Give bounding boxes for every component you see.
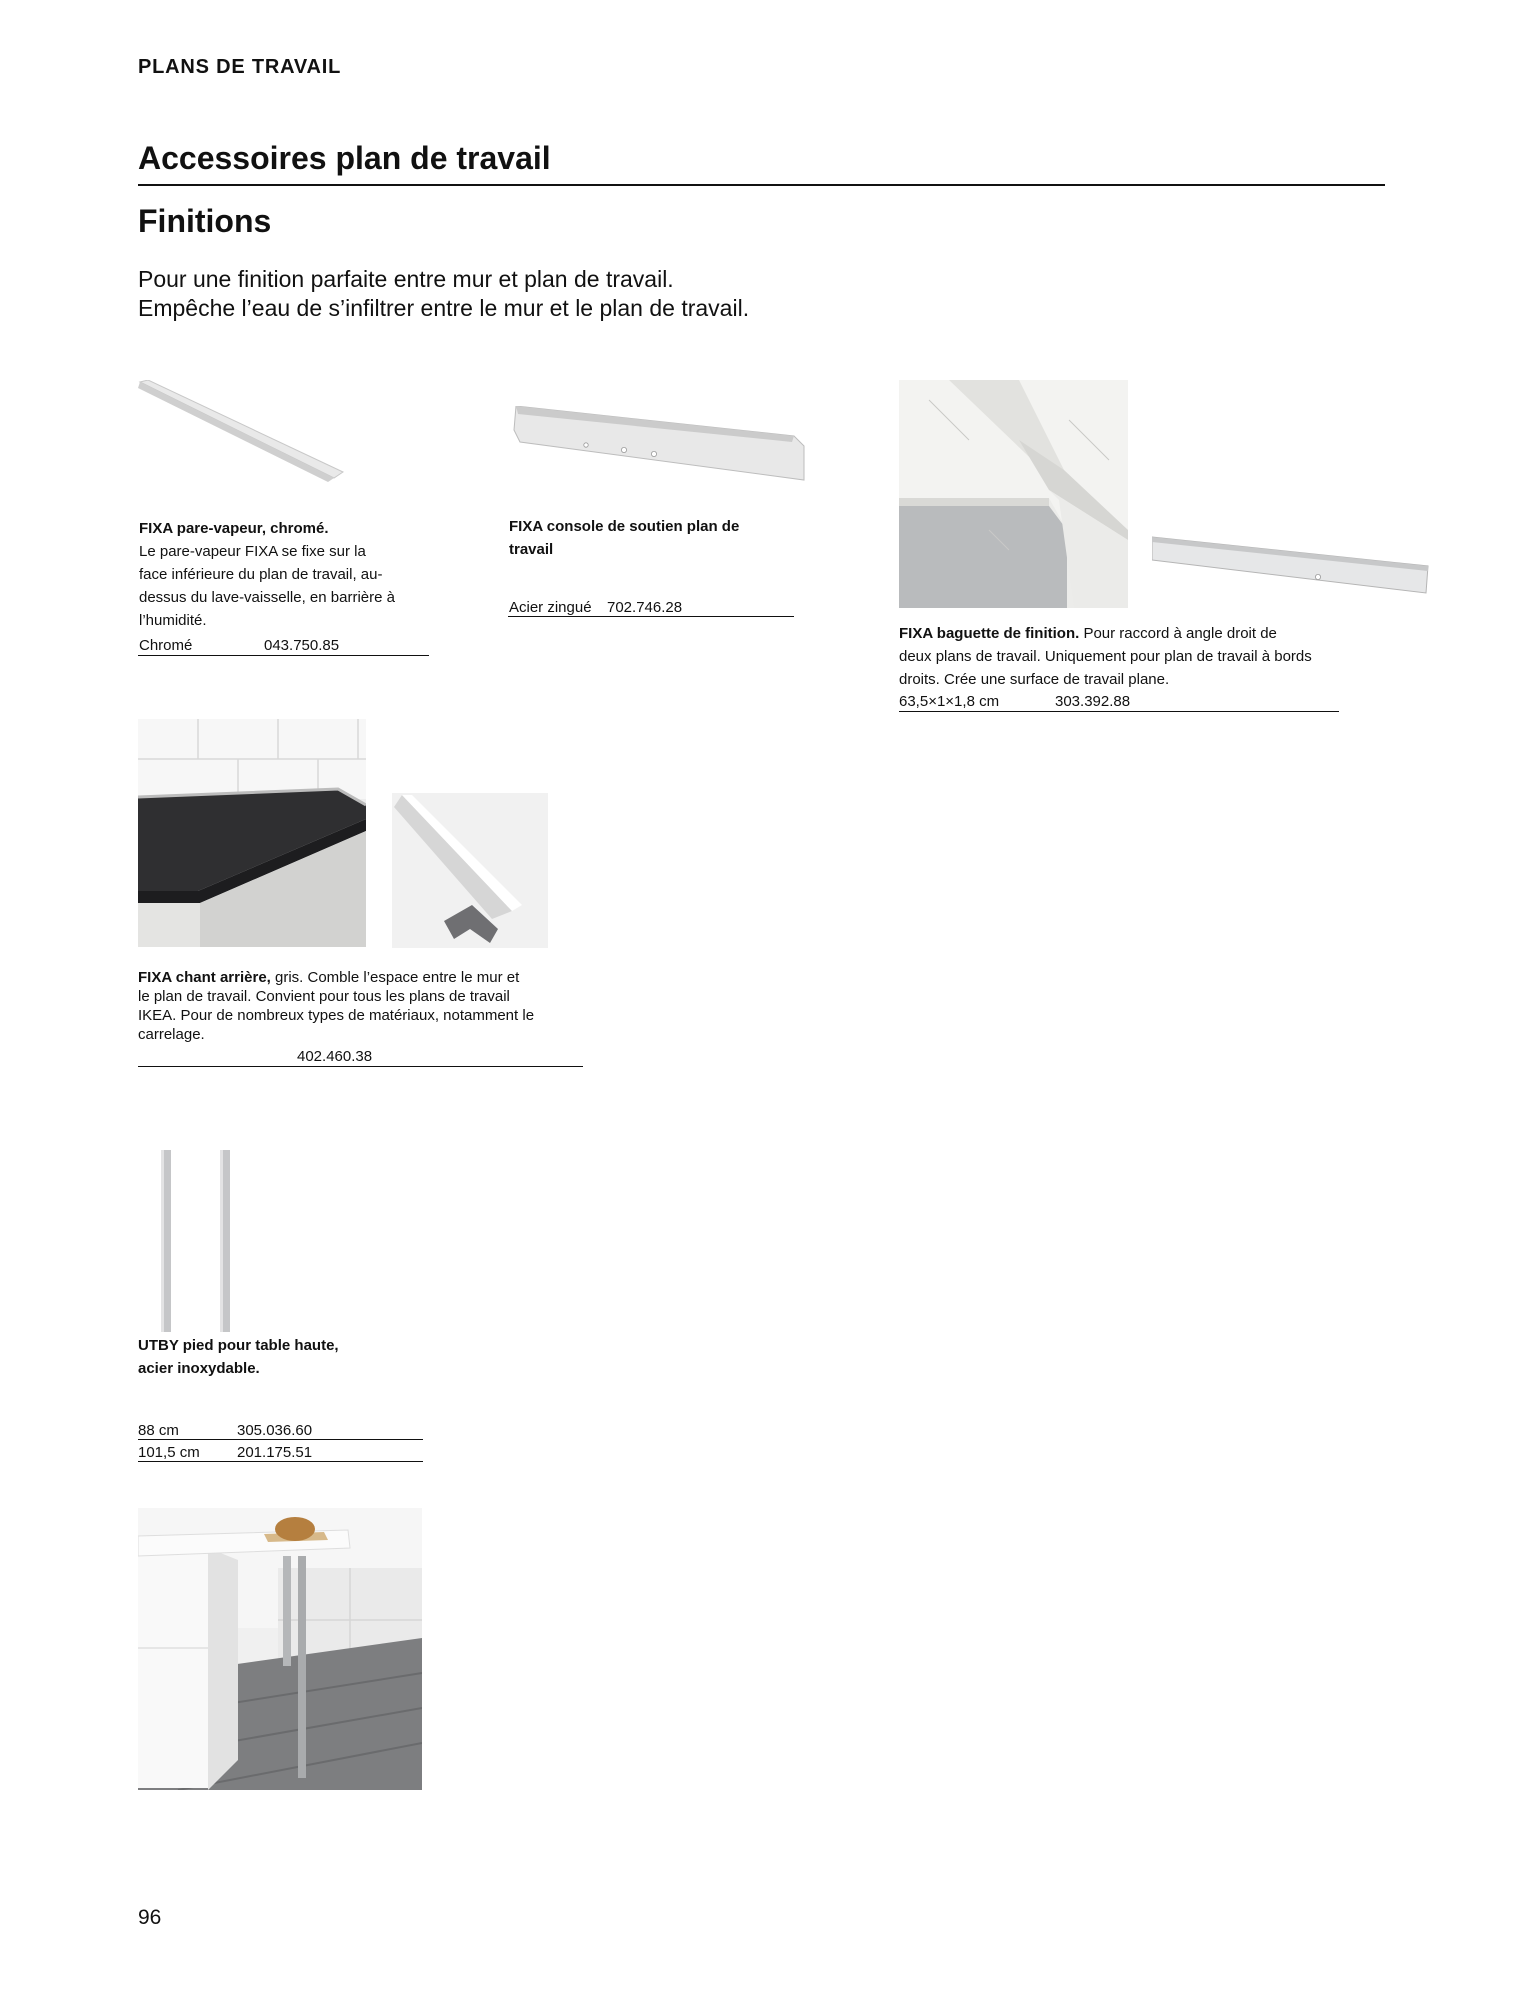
console-title-line: FIXA console de soutien plan de <box>509 518 740 535</box>
utby-title <box>138 1334 398 1380</box>
console-title <box>509 515 769 561</box>
vapeur-article-number: 043.750.85 <box>264 637 340 654</box>
baguette-profile-image <box>1152 533 1430 603</box>
console-price-rule <box>508 616 794 617</box>
utby-row-rule <box>138 1439 423 1440</box>
baguette-variant: 63,5×1×1,8 cm <box>899 693 1000 710</box>
vapeur-title: FIXA pare-vapeur, chromé. <box>139 520 329 537</box>
utby-title-line: UTBY pied pour table haute, <box>138 1337 339 1354</box>
baguette-title: FIXA baguette de finition. <box>899 625 1080 642</box>
baguette-photo <box>899 380 1128 608</box>
utby-room-photo <box>138 1508 422 1790</box>
utby-row-rule <box>138 1461 423 1462</box>
baguette-description <box>899 622 1359 691</box>
vapeur-desc-line: Le pare-vapeur FIXA se fixe sur la <box>139 543 366 560</box>
chant-price-rule <box>138 1066 583 1067</box>
chant-desc-line: le plan de travail. Convient pour tous les plans de travail <box>138 988 510 1005</box>
vapeur-desc-line: face inférieure du plan de travail, au- <box>139 566 383 583</box>
console-article-number: 702.746.28 <box>607 599 683 616</box>
utby-article-number: 201.175.51 <box>237 1444 313 1461</box>
chant-desc-line: carrelage. <box>138 1026 205 1043</box>
title-divider <box>138 184 1385 186</box>
baguette-price-rule <box>899 711 1339 712</box>
chant-photo <box>138 719 366 947</box>
vapeur-desc-line: dessus du lave-vaisselle, en barrière à <box>139 589 395 606</box>
baguette-article-number: 303.392.88 <box>1055 693 1131 710</box>
vapeur-price-rule <box>138 655 429 656</box>
page-number: 96 <box>138 1906 162 1929</box>
vapeur-desc-line: l’humidité. <box>139 612 207 629</box>
vapeur-description <box>139 540 439 632</box>
vapeur-variant: Chromé <box>139 637 193 654</box>
chant-description <box>138 968 598 1044</box>
intro-line-1: Pour une finition parfaite entre mur et plan de travail. <box>138 266 674 292</box>
section-label: PLANS DE TRAVAIL <box>138 56 342 78</box>
chant-desc-text: gris. Comble l’espace entre le mur et <box>270 969 520 986</box>
baguette-desc-line <box>899 622 1359 645</box>
utby-size: 88 cm <box>138 1422 179 1439</box>
intro-text <box>138 265 749 323</box>
baguette-desc-text: Pour raccord à angle droit de <box>1079 625 1277 642</box>
console-image <box>512 406 808 488</box>
chant-article-number: 402.460.38 <box>297 1048 373 1065</box>
console-title-line: travail <box>509 541 554 558</box>
console-variant: Acier zingué <box>509 599 592 616</box>
baguette-desc-line: droits. Crée une surface de travail plane. <box>899 671 1170 688</box>
vapeur-image <box>138 380 348 488</box>
chant-profile-image <box>392 793 548 948</box>
utby-legs-image <box>158 1148 238 1333</box>
utby-size: 101,5 cm <box>138 1444 200 1461</box>
chant-desc-line <box>138 968 598 987</box>
section-subtitle: Finitions <box>138 203 272 239</box>
page-title: Accessoires plan de travail <box>138 140 551 176</box>
intro-line-2: Empêche l’eau de s’infiltrer entre le mur et le plan de travail. <box>138 295 750 321</box>
utby-title-line: acier inoxydable. <box>138 1360 260 1377</box>
baguette-desc-line: deux plans de travail. Uniquement pour plan de travail à bords <box>899 648 1312 665</box>
chant-desc-line: IKEA. Pour de nombreux types de matériaux, notamment le <box>138 1007 535 1024</box>
utby-article-number: 305.036.60 <box>237 1422 313 1439</box>
chant-title: FIXA chant arrière, <box>138 969 271 986</box>
